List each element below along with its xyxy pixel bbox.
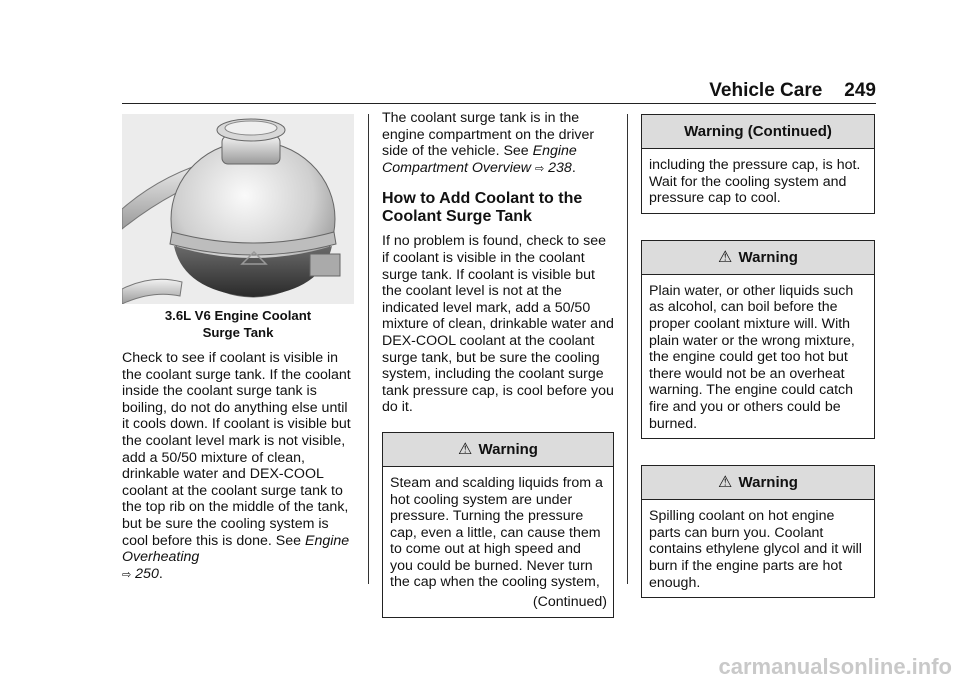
xref-arrow-icon: ⇨ bbox=[534, 162, 545, 175]
warning-box-spilling bbox=[641, 465, 875, 598]
coolant-tank-illustration bbox=[122, 114, 354, 304]
caption-line-2: Surge Tank bbox=[202, 324, 274, 340]
paragraph-end: . bbox=[158, 565, 163, 582]
warning-icon: ⚠ bbox=[718, 248, 733, 266]
page-header bbox=[700, 80, 876, 102]
column-divider-2 bbox=[627, 114, 628, 584]
warning-header bbox=[383, 433, 613, 467]
paragraph-text: Check to see if coolant is visible in the coolant surge tank. If the coolant inside the coolant surge tank is boiling, do not do anything else until it cools down. If coolant is visible but the coolant level mark is not visible, add a 50/50 mixture of clean, drinkable water and DEX-COOL coolant at the coolant surge tank to the top rib on the middle of the tank, but be sure the cooling system is cool before this is done. See bbox=[122, 350, 351, 549]
column-divider-1 bbox=[368, 114, 369, 584]
warning-box-continued bbox=[641, 114, 875, 214]
warning-title: Warning bbox=[738, 474, 798, 492]
warning-continued-body: including the pressure cap, is hot. Wait for the cooling system and pressure cap to cool. bbox=[649, 157, 861, 207]
figure-caption bbox=[122, 308, 354, 341]
coolant-tank-figure bbox=[122, 114, 354, 304]
xref-arrow-icon: ⇨ bbox=[122, 568, 132, 581]
warning-box-plain-water bbox=[641, 240, 875, 439]
xref-page: 250 bbox=[135, 565, 159, 582]
warning-title: Warning bbox=[738, 248, 798, 266]
column-2 bbox=[382, 110, 614, 618]
xref-title: Engine Compartment Overview bbox=[382, 143, 577, 176]
warning-header bbox=[642, 241, 874, 275]
continued-label: (Continued) bbox=[532, 594, 607, 611]
paragraph-end: . bbox=[571, 159, 576, 176]
intro-text: The coolant surge tank is in the engine compartment on the driver side of the vehicle. See bbox=[382, 110, 595, 160]
watermark: carmanualsonline.info bbox=[718, 654, 952, 679]
coolant-check-paragraph bbox=[122, 350, 354, 583]
warning-body bbox=[383, 467, 613, 617]
warning-icon: ⚠ bbox=[718, 474, 733, 492]
xref-title: Engine Overheating bbox=[122, 532, 350, 566]
column-1 bbox=[122, 114, 354, 583]
column-3 bbox=[641, 114, 875, 598]
surge-tank-location-paragraph bbox=[382, 110, 614, 177]
add-coolant-paragraph: If no problem is found, check to see if coolant is visible in the coolant surge tank. If coolant is visible but the coolant level is not at the indicated level mark, add a 50/50 mixture of clean, drinkable water and DEX-COOL coolant at the coolant surge tank, but be sure the cooling system, including the coolant surge tank pressure cap, is cool before you do it. bbox=[382, 233, 614, 416]
page-number: 249 bbox=[844, 80, 876, 101]
warning-title: Warning bbox=[478, 440, 538, 458]
warning-header bbox=[642, 466, 874, 500]
warning-box-steam bbox=[382, 432, 614, 618]
section-title: Vehicle Care bbox=[709, 80, 823, 101]
xref-page: 238 bbox=[548, 159, 572, 176]
caption-line-1: 3.6L V6 Engine Coolant bbox=[164, 308, 312, 323]
section-heading: How to Add Coolant to the Coolant Surge Tank bbox=[382, 190, 583, 226]
warning-icon: ⚠ bbox=[458, 440, 473, 458]
header-rule bbox=[122, 103, 876, 104]
warning-body: Spilling coolant on hot engine parts can burn you. Coolant contains ethylene glycol and it will burn if the engine parts are hot enough. bbox=[649, 508, 862, 591]
warning-continued-header: Warning (Continued) bbox=[642, 115, 874, 149]
warning-body: Plain water, or other liquids such as alcohol, can boil before the proper coolant mixture will. With plain water or the wrong mixture, the engine could get too hot but there would not be an overheat warning. The engine could catch fire and you or others could be burned. bbox=[649, 282, 855, 432]
warning-text: Steam and scalding liquids from a hot cooling system are under pressure. Turning the pressure cap, even a little, can cause them to come out at high speed and you could be burned. Never turn the cap when the cooling system, bbox=[390, 474, 603, 591]
